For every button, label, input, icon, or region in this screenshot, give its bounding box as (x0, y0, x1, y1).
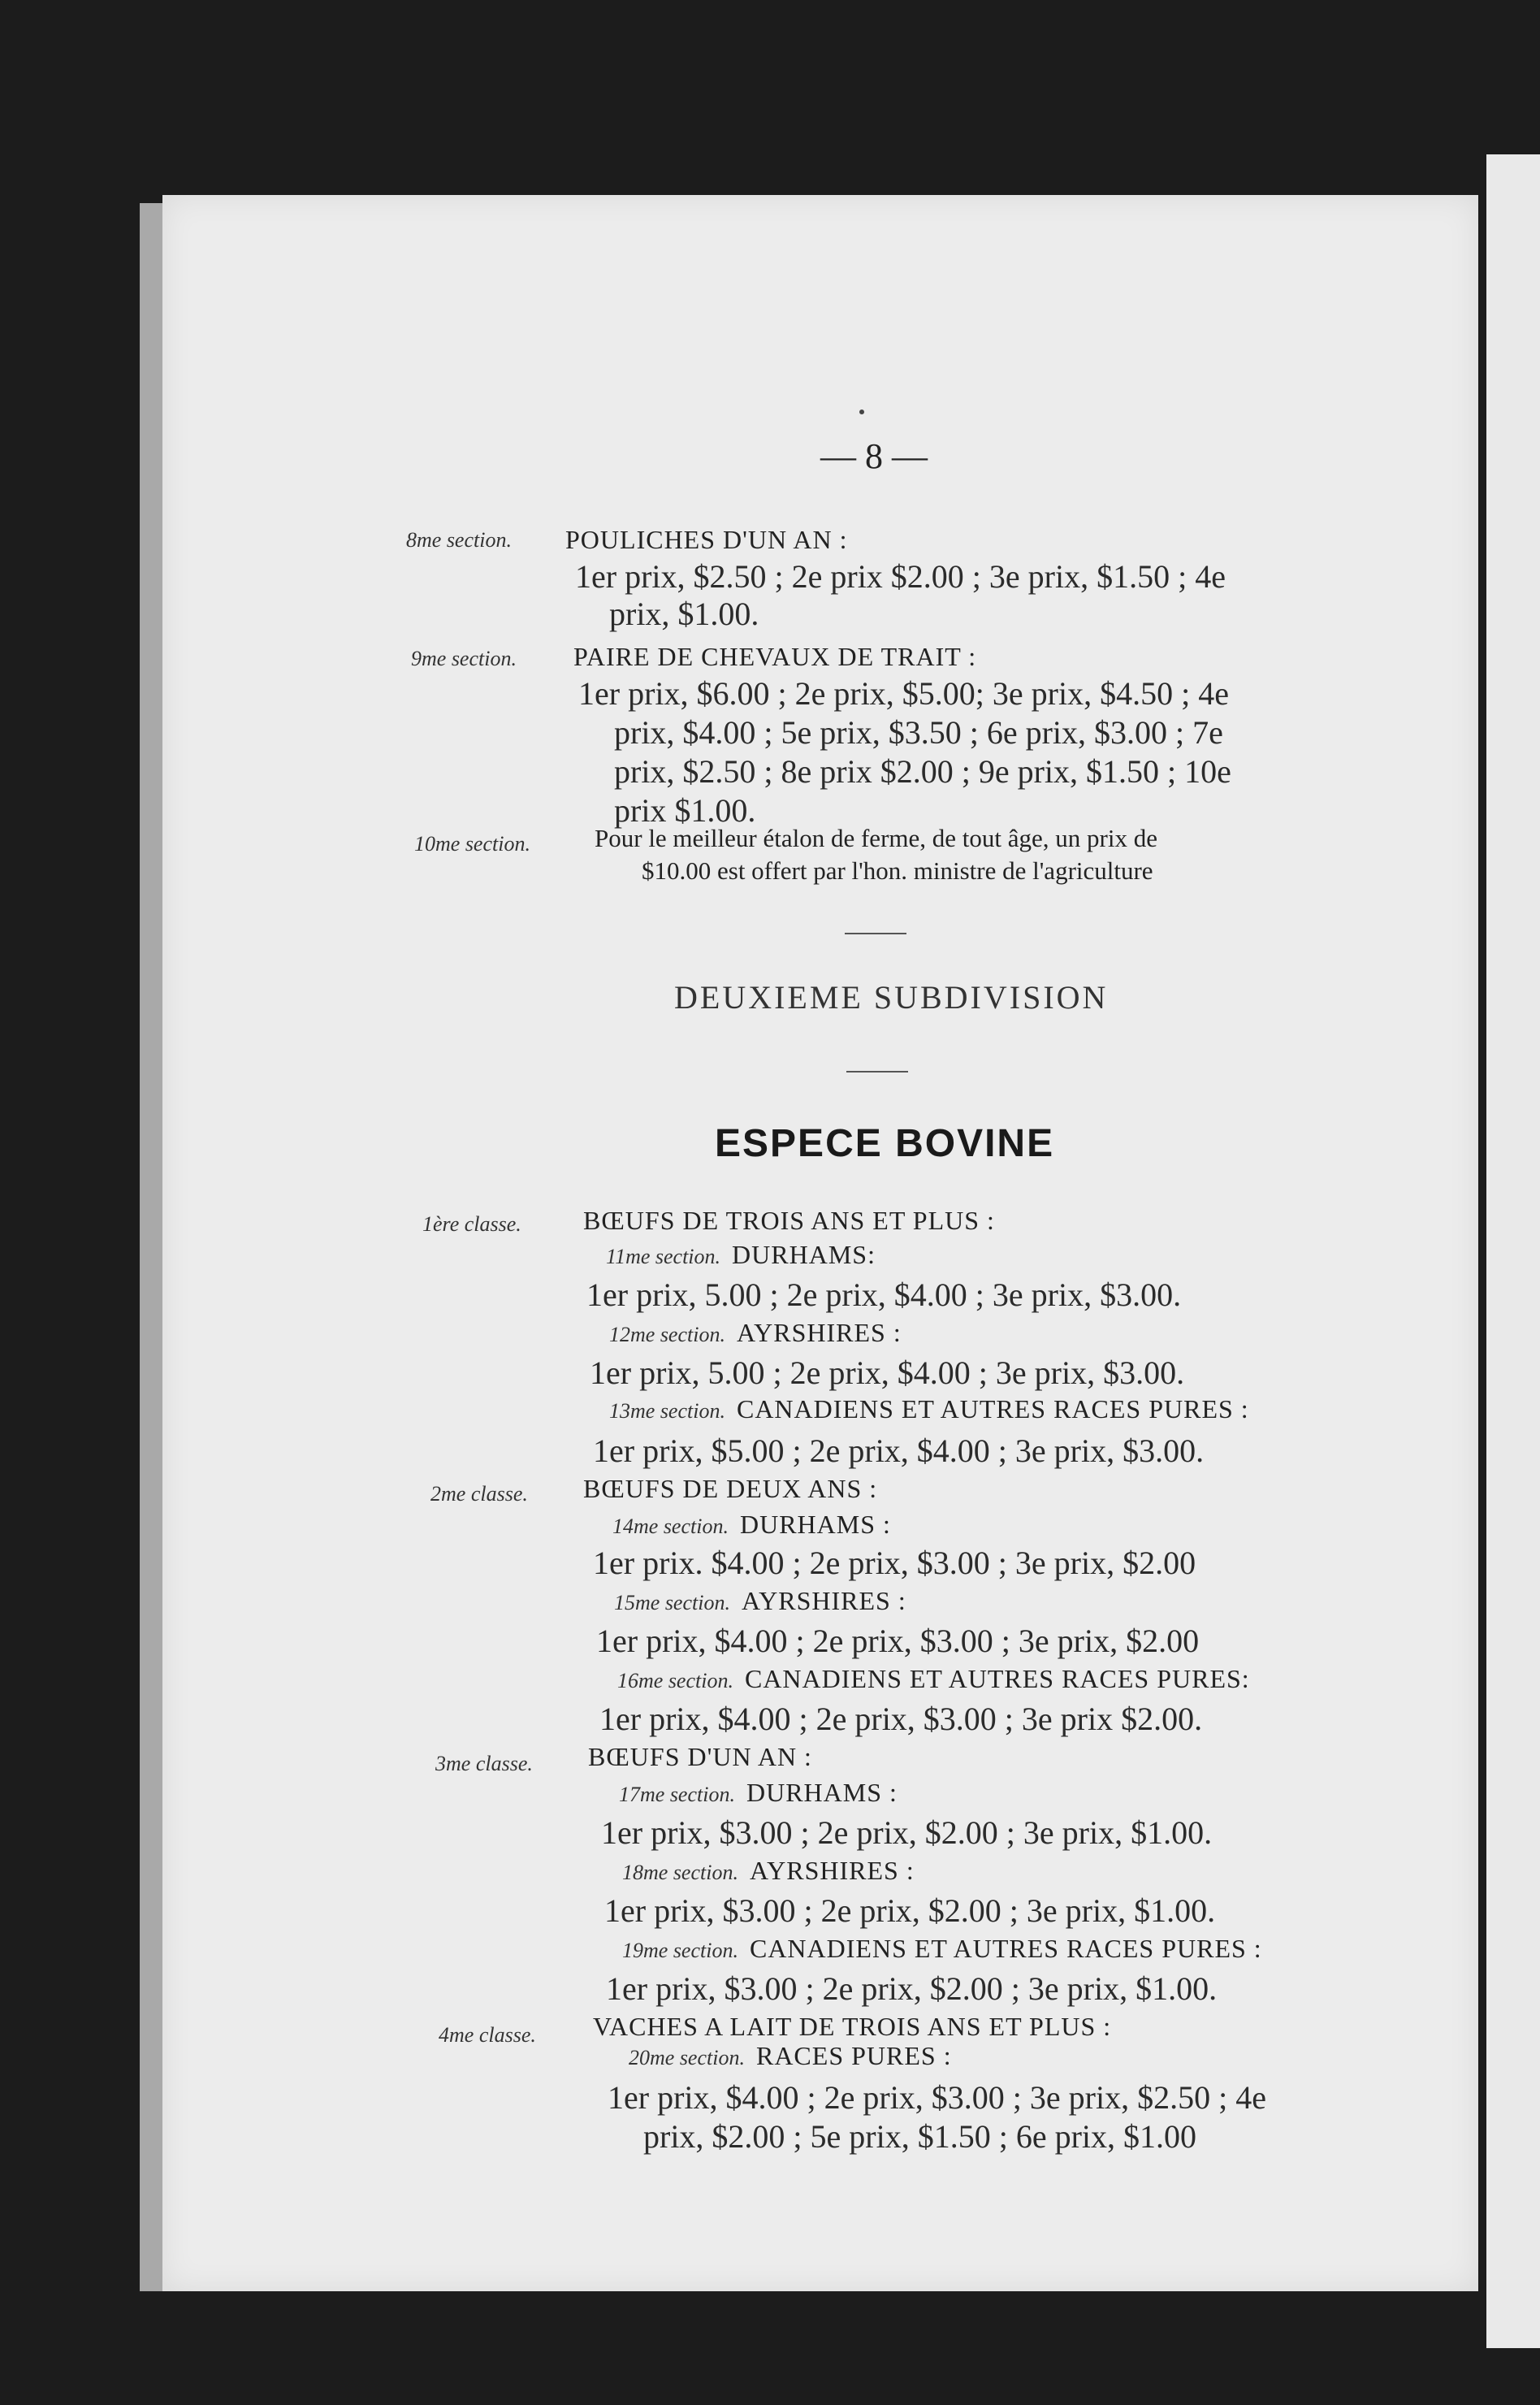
subsection-header (619, 1778, 898, 1808)
prize-line: prix, $4.00 ; 5e prix, $3.50 ; 6e prix, $3.00 ; 7e (614, 714, 1223, 751)
subsection-header (614, 1586, 906, 1616)
prize-line: 1er prix, $5.00 ; 2e prix, $4.00 ; 3e prix, $3.00. (593, 1432, 1205, 1469)
section-title: ESPECE BOVINE (715, 1122, 1055, 1165)
prize-line: prix, $1.00. (609, 596, 759, 632)
divider-rule (846, 1071, 908, 1072)
subsection-heading: RACES PURES : (755, 2041, 952, 2070)
subsection-heading: DURHAMS : (739, 1510, 891, 1539)
subsection-heading: AYRSHIRES : (736, 1318, 902, 1347)
section-label: 9me section. (411, 647, 517, 670)
page-number: — 8 — (820, 436, 928, 476)
subsection-heading: DURHAMS: (732, 1240, 876, 1269)
class-heading: BŒUFS D'UN AN : (588, 1742, 812, 1771)
subsection-heading: AYRSHIRES : (749, 1856, 915, 1885)
prize-line: prix, $2.50 ; 8e prix $2.00 ; 9e prix, $1.50 ; 10e (614, 753, 1231, 790)
subsection-label: 14me section. (612, 1514, 729, 1538)
document-page (162, 195, 1478, 2291)
prize-line: 1er prix, $4.00 ; 2e prix, $3.00 ; 3e prix, $2.50 ; 4e (608, 2079, 1266, 2116)
ink-speck (859, 410, 864, 414)
subsection-heading: AYRSHIRES : (741, 1586, 906, 1615)
subsection-label: 15me section. (614, 1591, 730, 1614)
subsection-header (622, 1934, 1262, 1964)
subdivision-heading: DEUXIEME SUBDIVISION (674, 979, 1109, 1016)
section-label: 8me section. (406, 528, 512, 552)
prize-line: 1er prix, $3.00 ; 2e prix, $2.00 ; 3e prix, $1.00. (601, 1814, 1213, 1851)
prize-line: prix, $2.00 ; 5e prix, $1.50 ; 6e prix, $1.00 (643, 2118, 1197, 2155)
prize-line: 1er prix, $3.00 ; 2e prix, $2.00 ; 3e prix, $1.00. (606, 1970, 1218, 2007)
subsection-label: 12me section. (609, 1323, 725, 1346)
prize-line: 1er prix, 5.00 ; 2e prix, $4.00 ; 3e prix, $3.00. (586, 1276, 1182, 1313)
subsection-header (606, 1240, 876, 1270)
prize-line: 1er prix, $6.00 ; 2e prix, $5.00; 3e prix, $4.50 ; 4e (578, 675, 1229, 712)
subsection-label: 18me section. (622, 1861, 738, 1884)
class-heading: BŒUFS DE TROIS ANS ET PLUS : (583, 1206, 995, 1235)
section-label: 10me section. (414, 832, 530, 856)
class-label: 1ère classe. (422, 1212, 521, 1236)
subsection-heading: DURHAMS : (746, 1778, 898, 1807)
prize-line: 1er prix. $4.00 ; 2e prix, $3.00 ; 3e prix, $2.00 (593, 1545, 1196, 1581)
page-edge (140, 203, 164, 2291)
prize-line: 1er prix, $2.50 ; 2e prix $2.00 ; 3e prix, $1.50 ; 4e (575, 558, 1226, 595)
subsection-label: 11me section. (606, 1245, 721, 1268)
class-label: 4me classe. (439, 2023, 536, 2047)
divider-rule (845, 933, 906, 934)
subsection-header (609, 1394, 1249, 1424)
subsection-heading: CANADIENS ET AUTRES RACES PURES : (736, 1394, 1249, 1424)
section-text: Pour le meilleur étalon de ferme, de tout âge, un prix de (595, 824, 1157, 852)
prize-line: 1er prix, $4.00 ; 2e prix, $3.00 ; 3e prix $2.00. (599, 1701, 1203, 1737)
subsection-label: 13me section. (609, 1399, 725, 1423)
subsection-header (622, 1856, 915, 1886)
subsection-label: 20me section. (629, 2046, 745, 2069)
class-heading: BŒUFS DE DEUX ANS : (583, 1474, 878, 1503)
class-label: 3me classe. (435, 1752, 533, 1775)
class-label: 2me classe. (430, 1482, 528, 1506)
subsection-label: 19me section. (622, 1939, 738, 1962)
section-text: $10.00 est offert par l'hon. ministre de l'agriculture (642, 856, 1153, 885)
subsection-header (609, 1318, 902, 1348)
class-heading: VACHES A LAIT DE TROIS ANS ET PLUS : (593, 2012, 1112, 2041)
prize-line: 1er prix, $3.00 ; 2e prix, $2.00 ; 3e prix, $1.00. (604, 1892, 1216, 1929)
prize-line: 1er prix, $4.00 ; 2e prix, $3.00 ; 3e prix, $2.00 (596, 1623, 1200, 1659)
subsection-label: 16me section. (617, 1669, 733, 1692)
prize-line: prix $1.00. (614, 792, 756, 829)
subsection-heading: CANADIENS ET AUTRES RACES PURES : (749, 1934, 1262, 1963)
subsection-header (617, 1664, 1250, 1694)
subsection-header (629, 2041, 952, 2071)
subsection-header (612, 1510, 891, 1540)
section-heading: PAIRE DE CHEVAUX DE TRAIT : (573, 642, 977, 671)
section-heading: POULICHES D'UN AN : (565, 525, 848, 554)
adjacent-page (1486, 154, 1540, 2348)
prize-line: 1er prix, 5.00 ; 2e prix, $4.00 ; 3e prix, $3.00. (590, 1354, 1185, 1391)
subsection-heading: CANADIENS ET AUTRES RACES PURES: (744, 1664, 1250, 1693)
subsection-label: 17me section. (619, 1783, 735, 1806)
